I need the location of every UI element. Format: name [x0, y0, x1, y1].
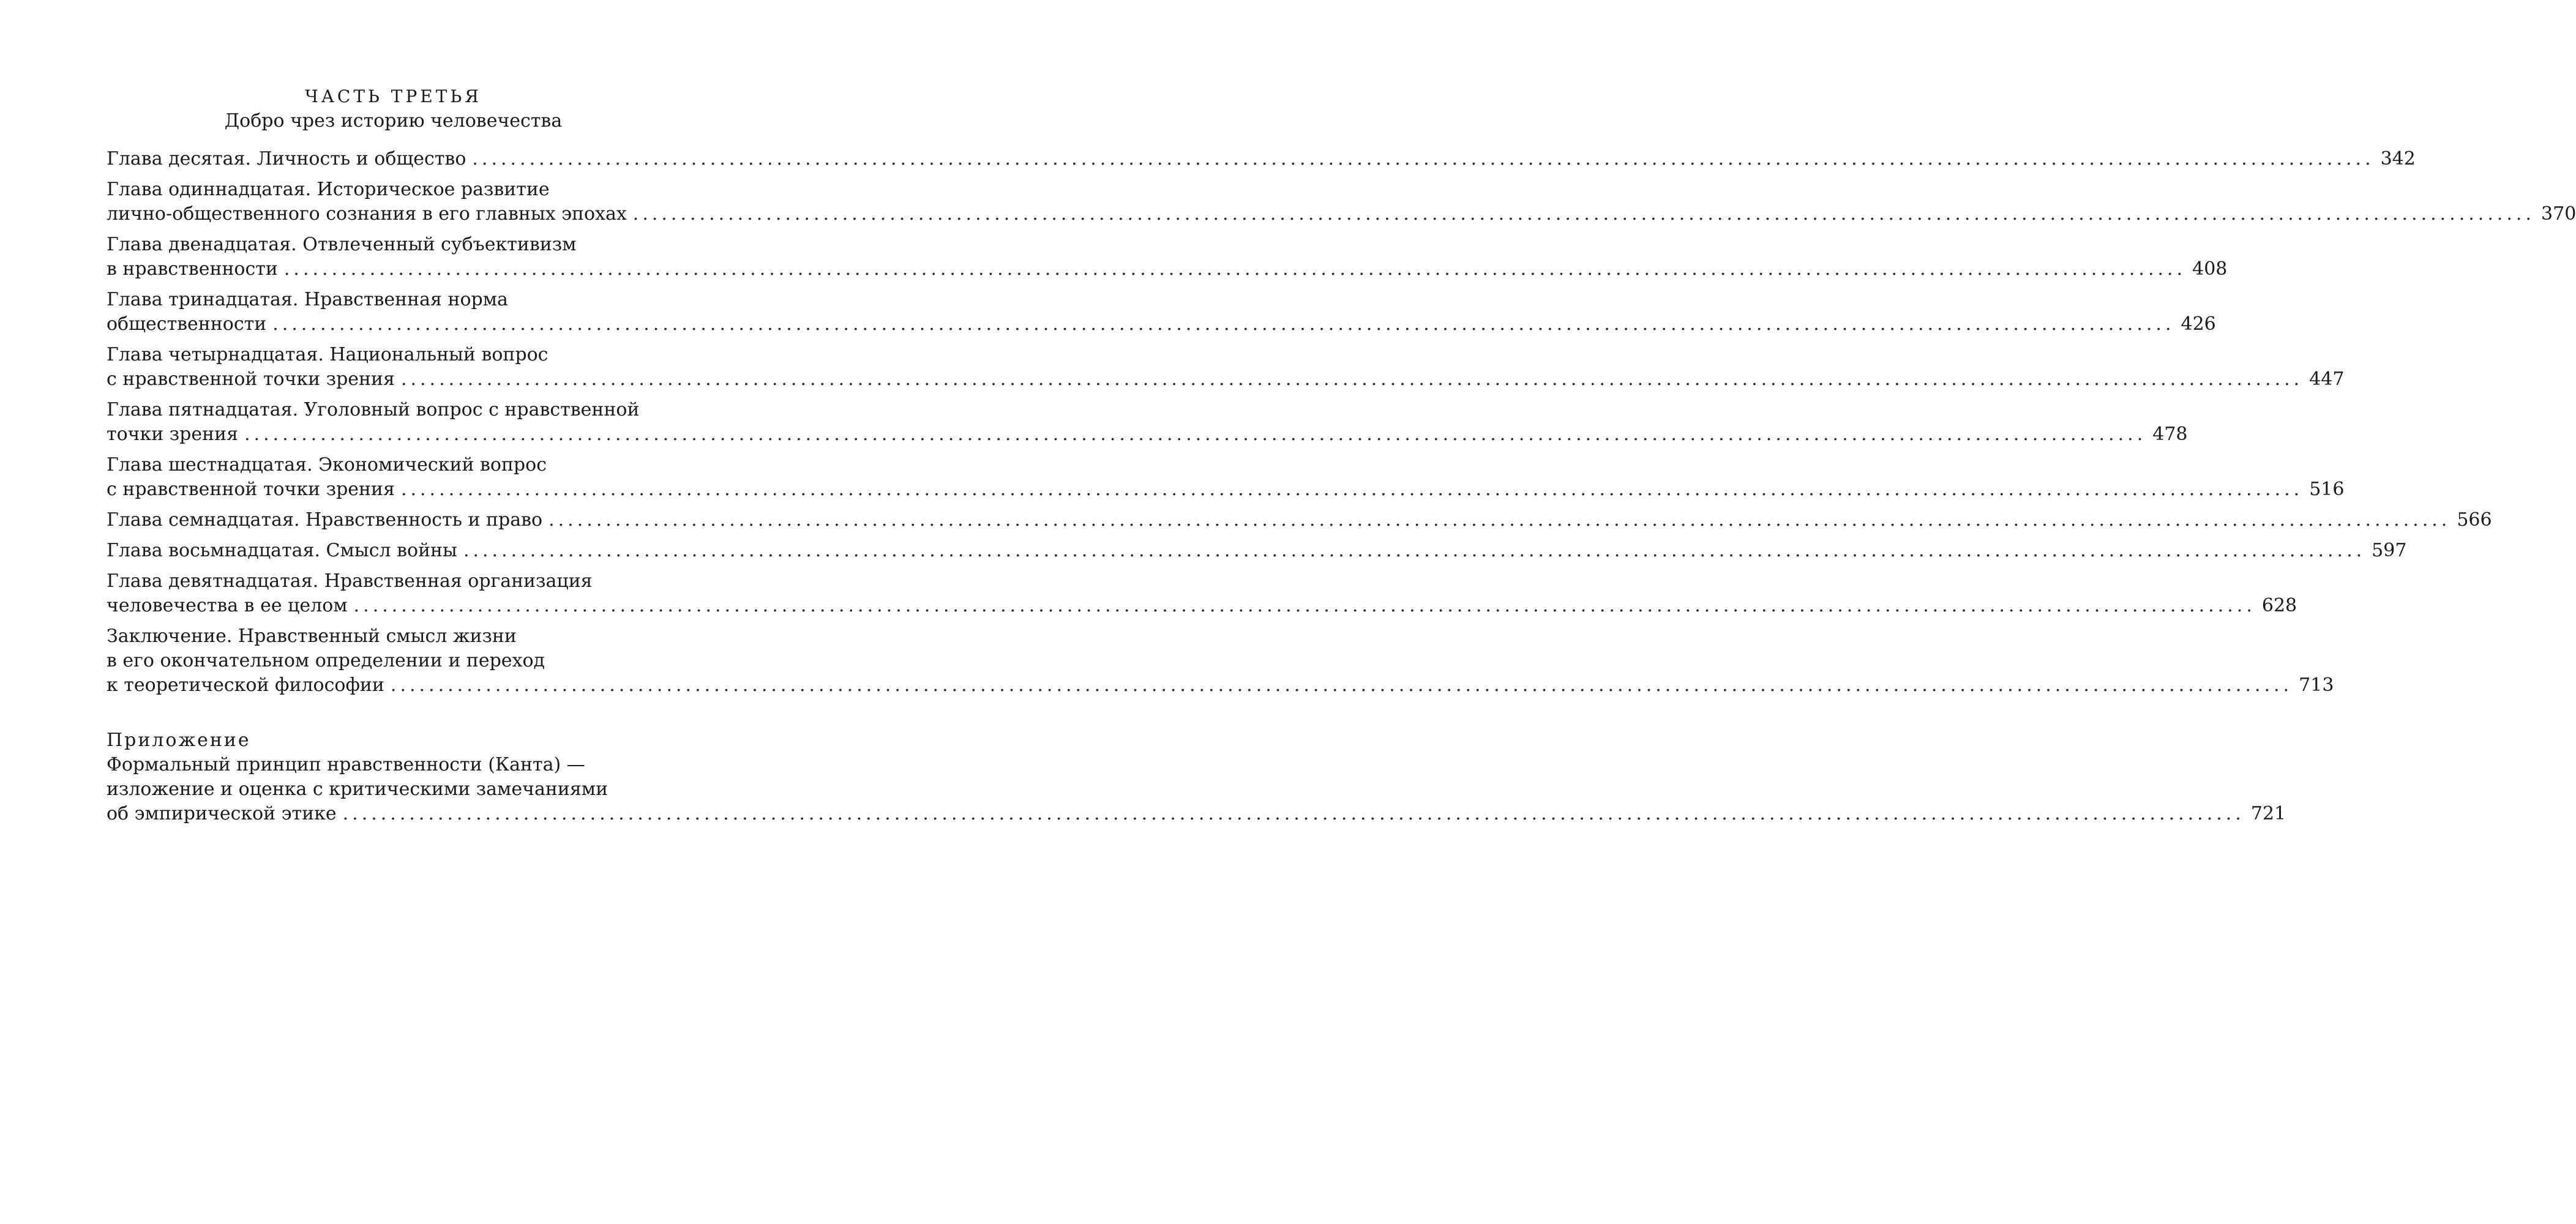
toc-entry[interactable] — [107, 539, 2407, 563]
toc-entry[interactable] — [107, 288, 2216, 337]
toc-entry-title: к теоретической философии — [107, 674, 384, 696]
toc-entry[interactable] — [107, 398, 2188, 447]
toc-entry-title: с нравственной точки зрения — [107, 479, 395, 500]
appendix-entry[interactable] — [107, 753, 2286, 826]
dot-leader: ........................................................................................................................................................................................................ — [463, 540, 2366, 561]
toc-entry[interactable] — [107, 508, 2492, 532]
dot-leader: ........................................................................................................................................................................................................ — [400, 479, 2304, 500]
toc-page-number: 370 — [2541, 203, 2576, 225]
toc-entry[interactable] — [107, 453, 2345, 502]
toc-entry-title: точки зрения — [107, 424, 239, 445]
toc-entry-last-line — [107, 673, 2334, 698]
toc-entry-last-line — [107, 539, 2407, 563]
toc-entry[interactable] — [107, 569, 2297, 618]
part-title: Добро чрез историю человечества — [224, 110, 563, 132]
toc-page-number: 447 — [2309, 368, 2345, 390]
dot-leader: ........................................................................................................................................................................................................ — [342, 803, 2245, 824]
appendix-line: Формальный принцип нравственности (Канта) — — [107, 754, 585, 775]
toc-entry-line: Глава одиннадцатая. Историческое развитие — [107, 179, 550, 200]
toc-page-number: 408 — [2192, 258, 2228, 280]
table-of-contents — [107, 147, 2576, 832]
dot-leader: ........................................................................................................................................................................................................ — [283, 258, 2187, 280]
toc-entry-line: Глава двенадцатая. Отвлеченный субъективизм — [107, 234, 577, 255]
dot-leader: ........................................................................................................................................................................................................ — [390, 674, 2293, 696]
appendix-page-number: 721 — [2250, 803, 2286, 824]
toc-entry[interactable] — [107, 233, 2228, 282]
toc-entry[interactable] — [107, 147, 2416, 171]
toc-entry-line: Глава шестнадцатая. Экономический вопрос — [107, 454, 547, 476]
toc-entry-title: общественности — [107, 313, 267, 335]
toc-entry-last-line — [107, 594, 2297, 618]
dot-leader: ........................................................................................................................................................................................................ — [272, 313, 2175, 335]
toc-page-number: 516 — [2309, 479, 2345, 500]
toc-entry-last-line — [107, 367, 2345, 392]
toc-entry-last-line — [107, 422, 2188, 447]
toc-entry-title: лично-общественного сознания в его главных эпохах — [107, 203, 627, 225]
toc-entry-last-line — [107, 312, 2216, 337]
toc-page-number: 426 — [2181, 313, 2216, 335]
toc-entry-title: с нравственной точки зрения — [107, 368, 395, 390]
toc-entry-title: Глава семнадцатая. Нравственность и право — [107, 509, 543, 531]
toc-entry-last-line — [107, 477, 2345, 502]
toc-entry-last-line — [107, 257, 2228, 282]
toc-entry-last-line — [107, 202, 2576, 226]
toc-entry-title: в нравственности — [107, 258, 278, 280]
dot-leader: ........................................................................................................................................................................................................ — [400, 368, 2304, 390]
toc-entry-title: человечества в ее целом — [107, 595, 348, 616]
toc-entry-line: в его окончательном определении и переход — [107, 650, 545, 671]
toc-entry-last-line — [107, 508, 2492, 532]
toc-entry-line: Глава пятнадцатая. Уголовный вопрос с нравственной — [107, 399, 640, 420]
toc-entries — [107, 147, 2576, 698]
toc-entry-title: Глава десятая. Личность и общество — [107, 148, 466, 170]
dot-leader: ........................................................................................................................................................................................................ — [632, 203, 2536, 225]
dot-leader: ........................................................................................................................................................................................................ — [353, 595, 2256, 616]
appendix-line: изложение и оценка с критическими замечаниями — [107, 778, 608, 800]
toc-page-number: 478 — [2152, 424, 2188, 445]
toc-entry-line: Заключение. Нравственный смысл жизни — [107, 625, 517, 647]
toc-entry[interactable] — [107, 343, 2345, 392]
toc-page-number: 713 — [2299, 674, 2334, 696]
appendix-last-text: об эмпирической этике — [107, 803, 337, 824]
part-label: ЧАСТЬ ТРЕТЬЯ — [305, 86, 482, 106]
dot-leader: ........................................................................................................................................................................................................ — [549, 509, 2451, 531]
toc-page-number: 597 — [2372, 540, 2407, 561]
toc-entry-line: Глава тринадцатая. Нравственная норма — [107, 289, 508, 310]
appendix-heading: Приложение — [107, 730, 251, 751]
toc-entry-line: Глава девятнадцатая. Нравственная организация — [107, 570, 593, 592]
appendix-last-line — [107, 802, 2286, 826]
toc-entry[interactable] — [107, 624, 2334, 698]
toc-entry-line: Глава четырнадцатая. Национальный вопрос — [107, 344, 549, 365]
dot-leader: ........................................................................................................................................................................................................ — [244, 424, 2147, 445]
toc-page-number: 342 — [2380, 148, 2416, 170]
toc-page-number: 566 — [2457, 509, 2492, 531]
toc-page-number: 628 — [2261, 595, 2297, 616]
dot-leader: ........................................................................................................................................................................................................ — [472, 148, 2375, 170]
toc-entry-title: Глава восьмнадцатая. Смысл войны — [107, 540, 457, 561]
toc-entry-last-line — [107, 147, 2416, 171]
toc-entry[interactable] — [107, 177, 2576, 226]
